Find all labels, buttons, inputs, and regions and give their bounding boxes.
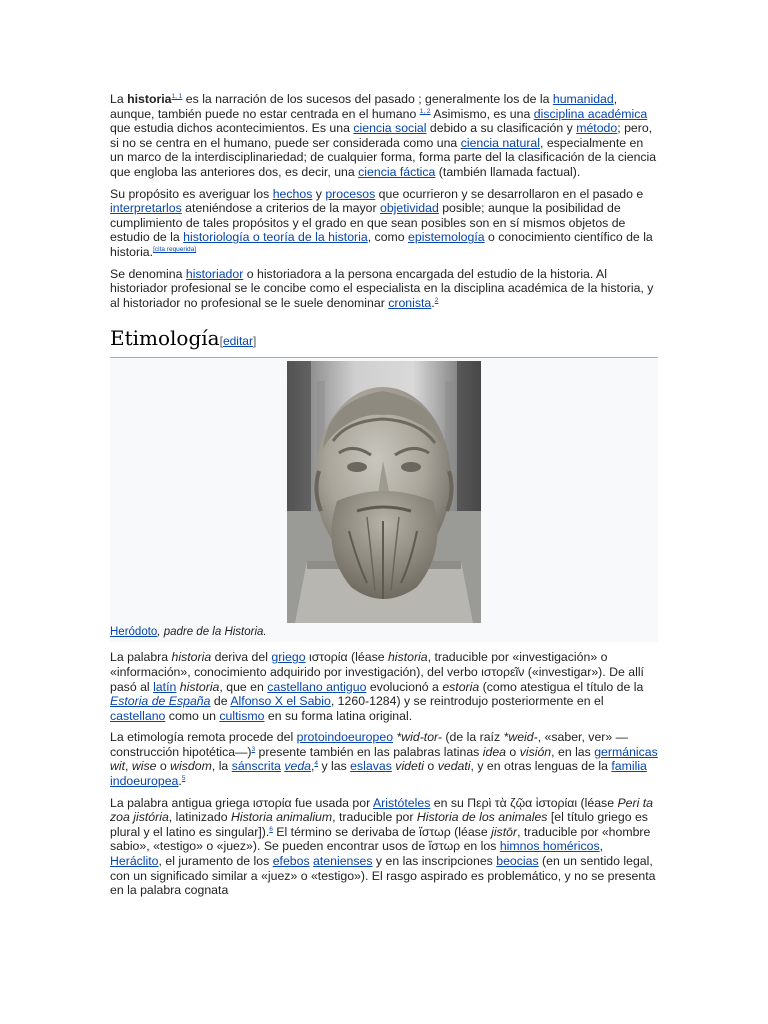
reference-link[interactable]: 3 <box>251 745 256 753</box>
text-run: deriva del <box>211 650 272 665</box>
wiki-link[interactable]: procesos <box>325 186 376 201</box>
reference-link[interactable]: 1, 2 <box>419 107 431 115</box>
text-run: debido a su clasificación y <box>426 121 577 136</box>
text-run: El término se derivaba de ἵστωρ (léase <box>272 824 492 839</box>
text-run: en su forma latina original. <box>264 708 413 723</box>
wiki-link[interactable]: Heráclito <box>110 854 159 869</box>
wiki-link[interactable]: germánicas <box>594 744 658 759</box>
text-run: , como <box>367 230 409 245</box>
wiki-link[interactable]: atenienses <box>313 854 373 869</box>
wiki-link[interactable]: Alfonso X el Sabio <box>230 694 331 709</box>
wiki-link[interactable]: castellano <box>110 708 166 723</box>
text-run: ateniéndose a criterios de la mayor <box>181 201 380 216</box>
text-run: , latinizado <box>168 810 231 825</box>
reference-superscript <box>435 297 439 304</box>
wiki-link[interactable]: cultismo <box>219 708 265 723</box>
reference-link[interactable]: [cita requerida] <box>153 245 197 253</box>
text-run: , 1260-1284) y se reintrodujo posteriormente en el <box>330 694 604 709</box>
wiki-link[interactable]: castellano antiguo <box>267 679 367 694</box>
text-run: Su propósito es averiguar los <box>110 186 273 201</box>
wiki-link[interactable]: eslavas <box>350 759 392 774</box>
text-run: Asimismo, es una <box>430 106 534 121</box>
text-run: (como atestigua el título de la <box>479 679 644 694</box>
wiki-link[interactable]: beocias <box>496 854 539 869</box>
italic-term: historia <box>387 650 428 665</box>
wiki-link[interactable]: hechos <box>272 186 313 201</box>
text-run: , <box>599 839 604 854</box>
text-run: , en las <box>551 744 595 759</box>
text-run: de <box>210 694 231 709</box>
wiki-link[interactable]: interpretarlos <box>110 201 182 216</box>
text-run: La palabra antigua griega ιστορία fue usada por <box>110 795 373 810</box>
text-run: o <box>506 744 520 759</box>
text-run: o conocimiento científico de la historia. <box>110 230 653 259</box>
reference-link[interactable]: 4 <box>314 760 319 768</box>
wiki-link[interactable]: familia indoeuropea <box>110 759 647 789</box>
caption-text: , padre de la Historia. <box>157 626 267 639</box>
intro-paragraph-3 <box>110 267 658 311</box>
section-heading-etimologia <box>110 326 658 358</box>
etymology-paragraph-1 <box>110 650 658 723</box>
italic-term: wit <box>110 759 126 774</box>
text-run: La <box>110 92 128 106</box>
text-run: , y en otras lenguas de la <box>470 759 612 774</box>
italic-term: idea <box>482 744 506 759</box>
italic-term: videti <box>395 759 425 774</box>
text-run: , especialmente en un marco de la interdisciplinariedad; de cualquier forma, forma parte del la clasificación de la ciencia que engloba las anteriores dos, es decir, una <box>110 135 657 179</box>
italic-term: *weid- <box>503 730 538 745</box>
reference-link[interactable]: 2 <box>434 296 439 304</box>
edit-section-link-wrap: [editar] <box>219 334 257 349</box>
figure-caption <box>110 625 267 640</box>
italic-term: vedati <box>437 759 471 774</box>
italic-term: jistōr <box>491 824 518 839</box>
text-run: o <box>424 759 438 774</box>
italic-term: historia <box>171 650 212 665</box>
text-run: , <box>311 759 315 774</box>
section-title: Etimología <box>110 326 220 351</box>
text-run: que ocurrieron y se desarrollaron en el pasado e <box>375 186 644 201</box>
italic-term: Historia animalium <box>231 810 333 825</box>
text-run: (en un sentido legal, con un significado similar a «juez» o «testigo»). El rasgo aspirado es problemático, y no se presenta en la palabra cognata <box>110 854 656 898</box>
text-run: posible; aunque la posibilidad de cumplimiento de tales propósitos y el grado en que sean posibles son en sí mismos objetos de estudio de la <box>110 201 626 245</box>
wiki-link[interactable]: objetividad <box>380 201 439 216</box>
intro-paragraph-1 <box>110 92 658 180</box>
text-run: evolucionó a <box>366 679 443 694</box>
intro-paragraph-2 <box>110 187 658 260</box>
text-run: ; pero, si no se centra en el humano, puede ser considerada como una <box>110 121 653 150</box>
reference-link[interactable]: 1, 1 <box>171 92 183 100</box>
wiki-link[interactable]: veda <box>284 759 311 774</box>
etymology-paragraph-3 <box>110 796 658 898</box>
text-run: , traducible por <box>332 810 417 825</box>
wiki-link[interactable]: ciencia fáctica <box>358 164 436 179</box>
reference-superscript <box>420 108 431 115</box>
wiki-link[interactable]: cronista <box>388 295 432 310</box>
text-run: ιστορία (léase <box>305 650 388 665</box>
wiki-link[interactable]: himnos homéricos <box>499 839 600 854</box>
text-run: o <box>156 759 171 774</box>
wiki-link[interactable]: ciencia social <box>353 121 427 136</box>
italic-term: historia <box>179 679 220 694</box>
edit-section-link[interactable]: editar <box>222 334 253 349</box>
wiki-link[interactable]: sánscrita <box>231 759 281 774</box>
etymology-paragraph-2 <box>110 730 658 788</box>
wiki-link[interactable]: epistemología <box>408 230 485 245</box>
text-run: o historiadora a la persona encargada del estudio de la historia. Al historiador profesional se le concibe como el especialista en la disciplina académica de la historia, y al historiador no profesional se le suele denominar <box>110 266 654 310</box>
wiki-link[interactable]: efebos <box>272 854 310 869</box>
caption-link-herodoto[interactable]: Heródoto <box>110 626 158 639</box>
text-run: es la narración de los sucesos del pasado ; generalmente los de la <box>182 92 553 106</box>
text-run: . <box>178 774 182 789</box>
text-run: . <box>431 295 435 310</box>
text-run: , la <box>211 759 232 774</box>
text-run: , traducible por «hombre sabio», «testigo» o «juez»). Se pueden encontrar usos de ἵστωρ en los <box>110 824 651 854</box>
italic-term: wisdom <box>170 759 212 774</box>
text-run: [el título griego es plural y el latino es singular]). <box>110 810 648 839</box>
wiki-link[interactable]: Aristóteles <box>372 795 431 810</box>
italic-term: wise <box>131 759 157 774</box>
wiki-link[interactable]: historiador <box>185 266 244 281</box>
italic-term: visión <box>519 744 552 759</box>
text-run: , el juramento de los <box>158 854 273 869</box>
text-run: como un <box>165 708 220 723</box>
text-run: Se denomina <box>110 266 186 281</box>
wiki-link[interactable]: latín <box>153 679 177 694</box>
text-run: que estudia dichos acontecimientos. Es una <box>110 121 354 136</box>
italic-term: *wid-tor- <box>396 730 443 745</box>
reference-superscript <box>182 775 186 782</box>
reference-superscript <box>153 246 196 253</box>
text-run: (de la raíz <box>442 730 504 745</box>
text-run: y en las inscripciones <box>372 854 497 869</box>
herodotus-bust-image[interactable] <box>287 361 481 623</box>
text-run: , <box>125 759 132 774</box>
text-run: y las <box>318 759 351 774</box>
text-run: (también llamada factual). <box>435 164 581 179</box>
wiki-link[interactable]: método <box>576 121 618 136</box>
wiki-link[interactable]: protoindoeuropeo <box>296 730 394 745</box>
text-run: , «saber, ver» —construcción hipotética—) <box>110 730 628 759</box>
wiki-link[interactable]: humanidad <box>552 92 614 106</box>
italic-term: Historia de los animales <box>416 810 548 825</box>
italic-term: Peri ta zoa jistória <box>110 795 653 825</box>
wiki-link[interactable]: historiología o teoría de la historia <box>183 230 368 245</box>
text-run: , aunque, también puede no estar centrada en el humano <box>110 92 618 121</box>
article-content <box>110 92 658 905</box>
wiki-link[interactable]: griego <box>271 650 306 665</box>
reference-link[interactable]: 6 <box>269 825 273 833</box>
text-run: La etimología remota procede del <box>110 730 297 745</box>
bold-term: historia <box>127 92 172 106</box>
text-run: , que en <box>219 679 268 694</box>
thumbnail-figure <box>110 358 658 642</box>
wiki-link[interactable]: Estoria de España <box>110 694 211 709</box>
reference-superscript <box>172 93 183 100</box>
text-run: , traducible por «investigación» o «información», conocimiento adquirido por investigación), del verbo ιστορεῖν («investigar»). De allí pasó al <box>110 650 644 694</box>
wiki-link[interactable]: disciplina académica <box>533 106 648 121</box>
text-run: en su Περὶ τὰ ζῷα ἱστορίαι (léase <box>430 795 618 810</box>
text-run: presente también en las palabras latinas <box>255 744 483 759</box>
italic-term: estoria <box>442 679 480 694</box>
reference-link[interactable]: 5 <box>181 774 186 782</box>
text-run: y <box>312 186 326 201</box>
wiki-link[interactable]: ciencia natural <box>460 135 540 150</box>
text-run: La palabra <box>110 650 172 665</box>
